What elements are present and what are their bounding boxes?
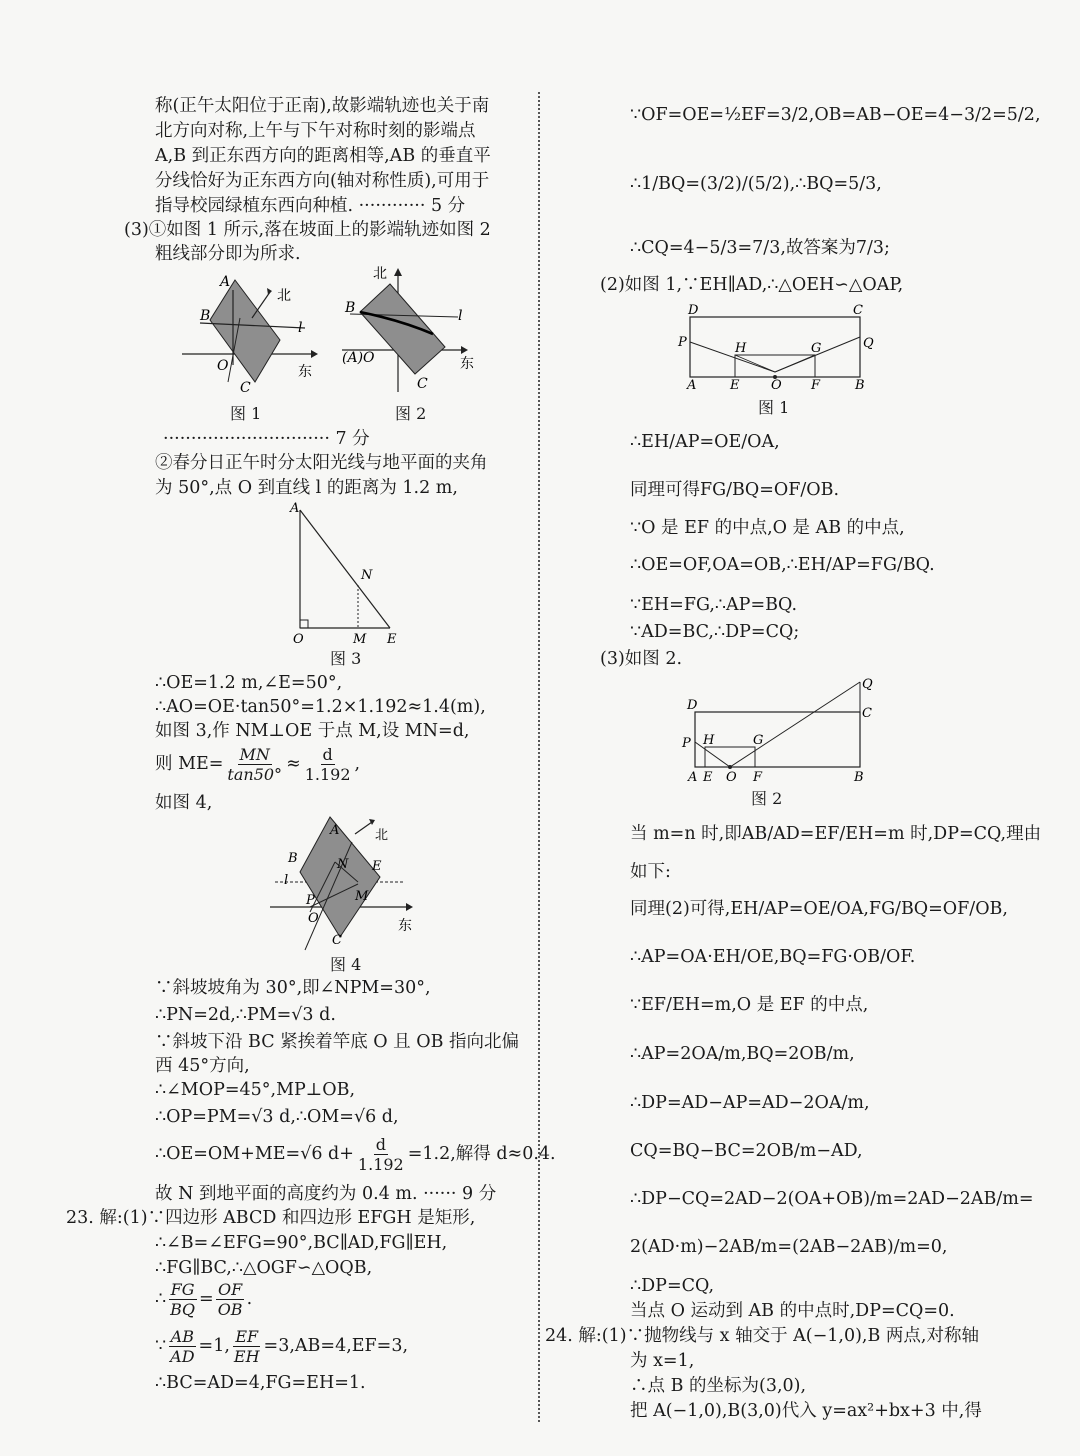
text-line: ∴点 B 的坐标为(3,0), bbox=[630, 1376, 807, 1396]
label-O: O bbox=[726, 770, 737, 785]
text-line: 称(正午太阳位于正南),故影端轨迹也关于南 bbox=[155, 96, 490, 116]
score-line: 故 N 到地平面的高度约为 0.4 m. ······ 9 分 bbox=[155, 1184, 497, 1204]
label-P: P bbox=[682, 736, 691, 751]
figure-caption: 图 3 bbox=[330, 649, 362, 668]
label-O: O bbox=[293, 632, 304, 647]
label-north: 北 bbox=[373, 266, 387, 282]
figure-caption: 图 1 bbox=[230, 404, 262, 423]
text-line: ∵斜坡下沿 BC 紧挨着竿底 O 且 OB 指向北偏 bbox=[155, 1032, 520, 1052]
label-l: l bbox=[284, 873, 289, 888]
label-O: O bbox=[771, 378, 782, 393]
formula-line: CQ=BQ−BC=2OB/m−AD, bbox=[630, 1141, 863, 1161]
text-line: 把 A(−1,0),B(3,0)代入 y=ax²+bx+3 中,得 bbox=[630, 1401, 982, 1421]
figure-2-left bbox=[340, 262, 490, 397]
label-O: O bbox=[217, 358, 229, 374]
formula-line: ∴OE=OF,OA=OB,∴EH/AP=FG/BQ. bbox=[630, 555, 935, 575]
label-F: F bbox=[753, 770, 763, 785]
label-Q: Q bbox=[863, 336, 874, 351]
text-line: ∴BC=AD=4,FG=EH=1. bbox=[155, 1373, 366, 1393]
label-A: A bbox=[220, 274, 231, 290]
score-line: ······························ 7 分 bbox=[163, 429, 370, 449]
text-line: (2)如图 1,∵EH∥AD,∴△OEH∽△OAP, bbox=[600, 275, 904, 295]
text-line: A,B 到正东西方向的距离相等,AB 的垂直平 bbox=[155, 146, 491, 166]
label-H: H bbox=[703, 733, 715, 748]
label-AO: (A)O bbox=[342, 350, 375, 366]
label-D: D bbox=[688, 303, 699, 318]
label-F: F bbox=[811, 378, 821, 393]
text-line: ∴PN=2d,∴PM=√3 d. bbox=[155, 1005, 336, 1025]
formula-line: ∵ $\frac{AB}{AD}$ =1, $\frac{EF}{EH}$ =3,AB=4,EF=3, bbox=[155, 1327, 409, 1366]
text-line: 北方向对称,上午与下午对称时刻的影端点 bbox=[155, 121, 476, 141]
text-line: ∴AO=OE·tan50°=1.2×1.192≈1.4(m), bbox=[155, 697, 486, 717]
label-N: N bbox=[361, 568, 373, 583]
label-G: G bbox=[753, 733, 764, 748]
column-divider bbox=[538, 92, 540, 1422]
formula-line: ∴EH/AP=OE/OA, bbox=[630, 432, 780, 452]
figure-4 bbox=[270, 812, 420, 952]
figure-caption: 图 1 bbox=[758, 398, 790, 417]
score-line: 指导校园绿植东西向种植. ············ 5 分 bbox=[155, 196, 466, 216]
formula-line: ∴1/BQ=(3/2)/(5/2),∴BQ=5/3, bbox=[630, 174, 882, 194]
text-line: (3)①如图 1 所示,落在坡面上的影端轨迹如图 2 bbox=[124, 220, 491, 240]
text-line: ∴DP=CQ, bbox=[630, 1276, 715, 1296]
figure-caption: 图 4 bbox=[330, 955, 362, 974]
label-C: C bbox=[332, 933, 342, 948]
label-B: B bbox=[854, 770, 864, 785]
label-C: C bbox=[862, 706, 872, 721]
formula-line: ∴ $\frac{FG}{BQ}$ = $\frac{OF}{OB}$ . bbox=[155, 1280, 253, 1319]
text-line: ∵EH=FG,∴AP=BQ. bbox=[630, 595, 798, 615]
text-line: 如图 4, bbox=[155, 793, 213, 813]
figure-1-right bbox=[675, 302, 875, 393]
formula-line: ∴AP=OA·EH/OE,BQ=FG·OB/OF. bbox=[630, 947, 916, 967]
label-east: 东 bbox=[298, 364, 312, 380]
label-P: P bbox=[306, 893, 315, 908]
text-line: ∴∠MOP=45°,MP⊥OB, bbox=[155, 1080, 356, 1100]
formula-line: ∵OF=OE=½EF=3/2,OB=AB−OE=4−3/2=5/2, bbox=[630, 105, 1041, 125]
text-line: 如图 3,作 NM⊥OE 于点 M,设 MN=d, bbox=[155, 721, 470, 741]
figure-3 bbox=[285, 500, 405, 648]
label-O: O bbox=[308, 911, 319, 926]
text-line: 当点 O 运动到 AB 的中点时,DP=CQ=0. bbox=[630, 1301, 955, 1321]
text-line: ②春分日正午时分太阳光线与地平面的夹角 bbox=[155, 453, 488, 473]
label-A: A bbox=[330, 823, 340, 838]
formula-line: 同理(2)可得,EH/AP=OE/OA,FG/BQ=OF/OB, bbox=[630, 899, 1008, 919]
text-line: 西 45°方向, bbox=[155, 1056, 250, 1076]
formula-line: ∴OE=OM+ME=√6 d+ $\frac{d}{1.192}$ =1.2,解得 d≈0.4. bbox=[155, 1135, 556, 1174]
label-north: 北 bbox=[375, 828, 389, 843]
text-line: ∴∠B=∠EFG=90°,BC∥AD,FG∥EH, bbox=[155, 1233, 448, 1253]
formula-line: 同理可得FG/BQ=OF/OB. bbox=[630, 480, 840, 500]
formula-line: ∵EF/EH=m,O 是 EF 的中点, bbox=[630, 995, 869, 1015]
label-H: H bbox=[735, 341, 747, 356]
figure-caption: 图 2 bbox=[751, 789, 783, 808]
label-B: B bbox=[345, 300, 356, 316]
text-line: ∵斜坡坡角为 30°,即∠NPM=30°, bbox=[155, 978, 431, 998]
label-C: C bbox=[240, 380, 251, 396]
text-line: (3)如图 2. bbox=[600, 649, 683, 669]
formula-line: 2(AD·m)−2AB/m=(2AB−2AB)/m=0, bbox=[630, 1237, 948, 1257]
formula-line: ∴DP=AD−AP=AD−2OA/m, bbox=[630, 1093, 870, 1113]
label-l: l bbox=[458, 308, 463, 324]
text-line: 分线恰好为正东西方向(轴对称性质),可用于 bbox=[155, 171, 490, 191]
text-line: 为 x=1, bbox=[630, 1351, 695, 1371]
label-A: A bbox=[688, 770, 698, 785]
figure-1-left bbox=[180, 270, 330, 405]
label-N: N bbox=[337, 857, 349, 872]
label-E: E bbox=[730, 378, 740, 393]
label-Q: Q bbox=[862, 677, 873, 692]
label-P: P bbox=[678, 335, 687, 350]
formula-line: ∴AP=2OA/m,BQ=2OB/m, bbox=[630, 1044, 855, 1064]
label-G: G bbox=[811, 341, 822, 356]
label-C: C bbox=[417, 376, 428, 392]
text-line: ∵AD=BC,∴DP=CQ; bbox=[630, 622, 800, 642]
text-line: ∴FG∥BC,∴△OGF∽△OQB, bbox=[155, 1258, 373, 1278]
label-east: 东 bbox=[460, 356, 474, 372]
label-M: M bbox=[355, 889, 369, 904]
label-B: B bbox=[288, 851, 298, 866]
label-M: M bbox=[353, 632, 367, 647]
figure-2-right bbox=[675, 672, 875, 787]
question-23-heading: 23. 解:(1)∵四边形 ABCD 和四边形 EFGH 是矩形, bbox=[66, 1208, 476, 1228]
label-E: E bbox=[387, 632, 397, 647]
label-C: C bbox=[853, 303, 863, 318]
text-line: ∴OP=PM=√3 d,∴OM=√6 d, bbox=[155, 1107, 399, 1127]
label-E: E bbox=[372, 859, 382, 874]
formula-line: 则 ME= $\frac{MN}{\tan 50^\circ}$ ≈ $\frac{d}{1.192}$ , bbox=[155, 745, 361, 784]
label-B: B bbox=[855, 378, 865, 393]
label-B: B bbox=[200, 308, 211, 324]
label-A: A bbox=[687, 378, 697, 393]
formula-line: 当 m=n 时,即AB/AD=EF/EH=m 时,DP=CQ,理由 bbox=[630, 824, 1042, 844]
text-line: ∵O 是 EF 的中点,O 是 AB 的中点, bbox=[630, 518, 905, 538]
label-north: 北 bbox=[277, 288, 291, 304]
label-E: E bbox=[703, 770, 713, 785]
label-A: A bbox=[290, 501, 300, 516]
formula-line: ∴DP−CQ=2AD−2(OA+OB)/m=2AD−2AB/m= bbox=[630, 1189, 1034, 1209]
label-D: D bbox=[687, 698, 698, 713]
label-east: 东 bbox=[398, 918, 412, 934]
formula-line: ∴CQ=4−5/3=7/3,故答案为7/3; bbox=[630, 238, 890, 258]
label-l: l bbox=[298, 320, 303, 336]
text-line: 粗线部分即为所求. bbox=[155, 244, 301, 264]
text-line: 如下: bbox=[630, 862, 671, 882]
text-line: ∴OE=1.2 m,∠E=50°, bbox=[155, 673, 343, 693]
text-line: 为 50°,点 O 到直线 l 的距离为 1.2 m, bbox=[155, 478, 458, 498]
figure-caption: 图 2 bbox=[395, 404, 427, 423]
question-24-heading: 24. 解:(1)∵抛物线与 x 轴交于 A(−1,0),B 两点,对称轴 bbox=[545, 1326, 979, 1346]
